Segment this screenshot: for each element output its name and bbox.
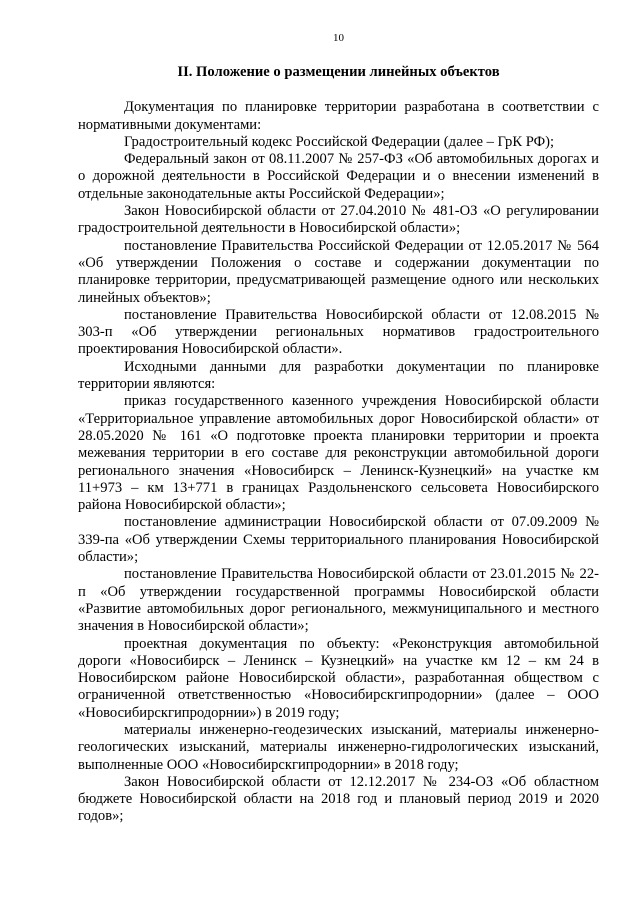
paragraph-nso-decree: постановление Правительства Новосибирской области от 12.08.2015 № 303-п «Об утверждении региональных нормативов градостроительного проектирования Новосибирской области». (78, 306, 599, 358)
paragraph-territorial-scheme: постановление администрации Новосибирской области от 07.09.2009 № 339-па «Об утверждении Схемы территориального планирования Новосибирской области»; (78, 514, 599, 566)
paragraph-federal-law: Федеральный закон от 08.11.2007 № 257-ФЗ «Об автомобильных дорогах и о дорожной деятельности в Российской Федерации и о внесении изменений в отдельные законодательные акты Российской Федерации»; (78, 151, 599, 202)
paragraph-intro: Документация по планировке территории разработана в соответствии с нормативными документами: (78, 99, 599, 133)
section-title: II. Положение о размещении линейных объектов (177, 64, 500, 80)
paragraph-budget-law: Закон Новосибирской области от 12.12.2017 № 234-ОЗ «Об областном бюджете Новосибирской области на 2018 год и плановый период 2019 и 2020 годов»; (78, 773, 599, 825)
paragraph-rf-decree: постановление Правительства Российской Федерации от 12.05.2017 № 564 «Об утверждении Положения о составе и содержании документации по планировке территории, предусматривающей размещение одного или нескольких линейных объектов»; (78, 237, 599, 306)
page-number: 10 (333, 32, 344, 44)
paragraph-state-program: постановление Правительства Новосибирской области от 23.01.2015 № 22-п «Об утверждении государственной программы Новосибирской области «Развитие автомобильных дорог регионального, межмуниципального и местного значения в Новосибирской области»; (78, 566, 599, 635)
paragraph-project-docs: проектная документация по объекту: «Реконструкция автомобильной дороги «Новосибирск – Ленинск – Кузнецкий» на участке км 12 – км 24 в Новосибирском районе Новосибирской области», разработанная обществом с ограниченной ответственностью «Новосибирскгипродорнии» (далее – ООО «Новосибирскгипродорнии») в 2019 году; (78, 635, 599, 721)
paragraph-survey-materials: материалы инженерно-геодезических изысканий, материалы инженерно-геологических изысканий, материалы инженерно-гидрологических изысканий, выполненные ООО «Новосибирскгипродорнии» в 2018 году; (78, 721, 599, 773)
paragraph-grk: Градостроительный кодекс Российской Федерации (далее – ГрК РФ); (124, 133, 555, 150)
paragraph-regional-law: Закон Новосибирской области от 27.04.2010 № 481-ОЗ «О регулировании градостроительной деятельности в Новосибирской области»; (78, 203, 599, 237)
paragraph-source-data: Исходными данными для разработки документации по планировке территории являются: (78, 358, 599, 393)
paragraph-order: приказ государственного казенного учреждения Новосибирской области «Территориальное управление автомобильных дорог Новосибирской области» от 28.05.2020 № 161 «О подготовке проекта планировки территории и проекта межевания территории в его составе для реконструкции автомобильной дороги регионального значения «Новосибирск – Ленинск-Кузнецкий» на участке км 11+973 – км 13+771 в границах Раздольненского сельсовета Новосибирского района Новосибирской области»; (78, 393, 599, 514)
